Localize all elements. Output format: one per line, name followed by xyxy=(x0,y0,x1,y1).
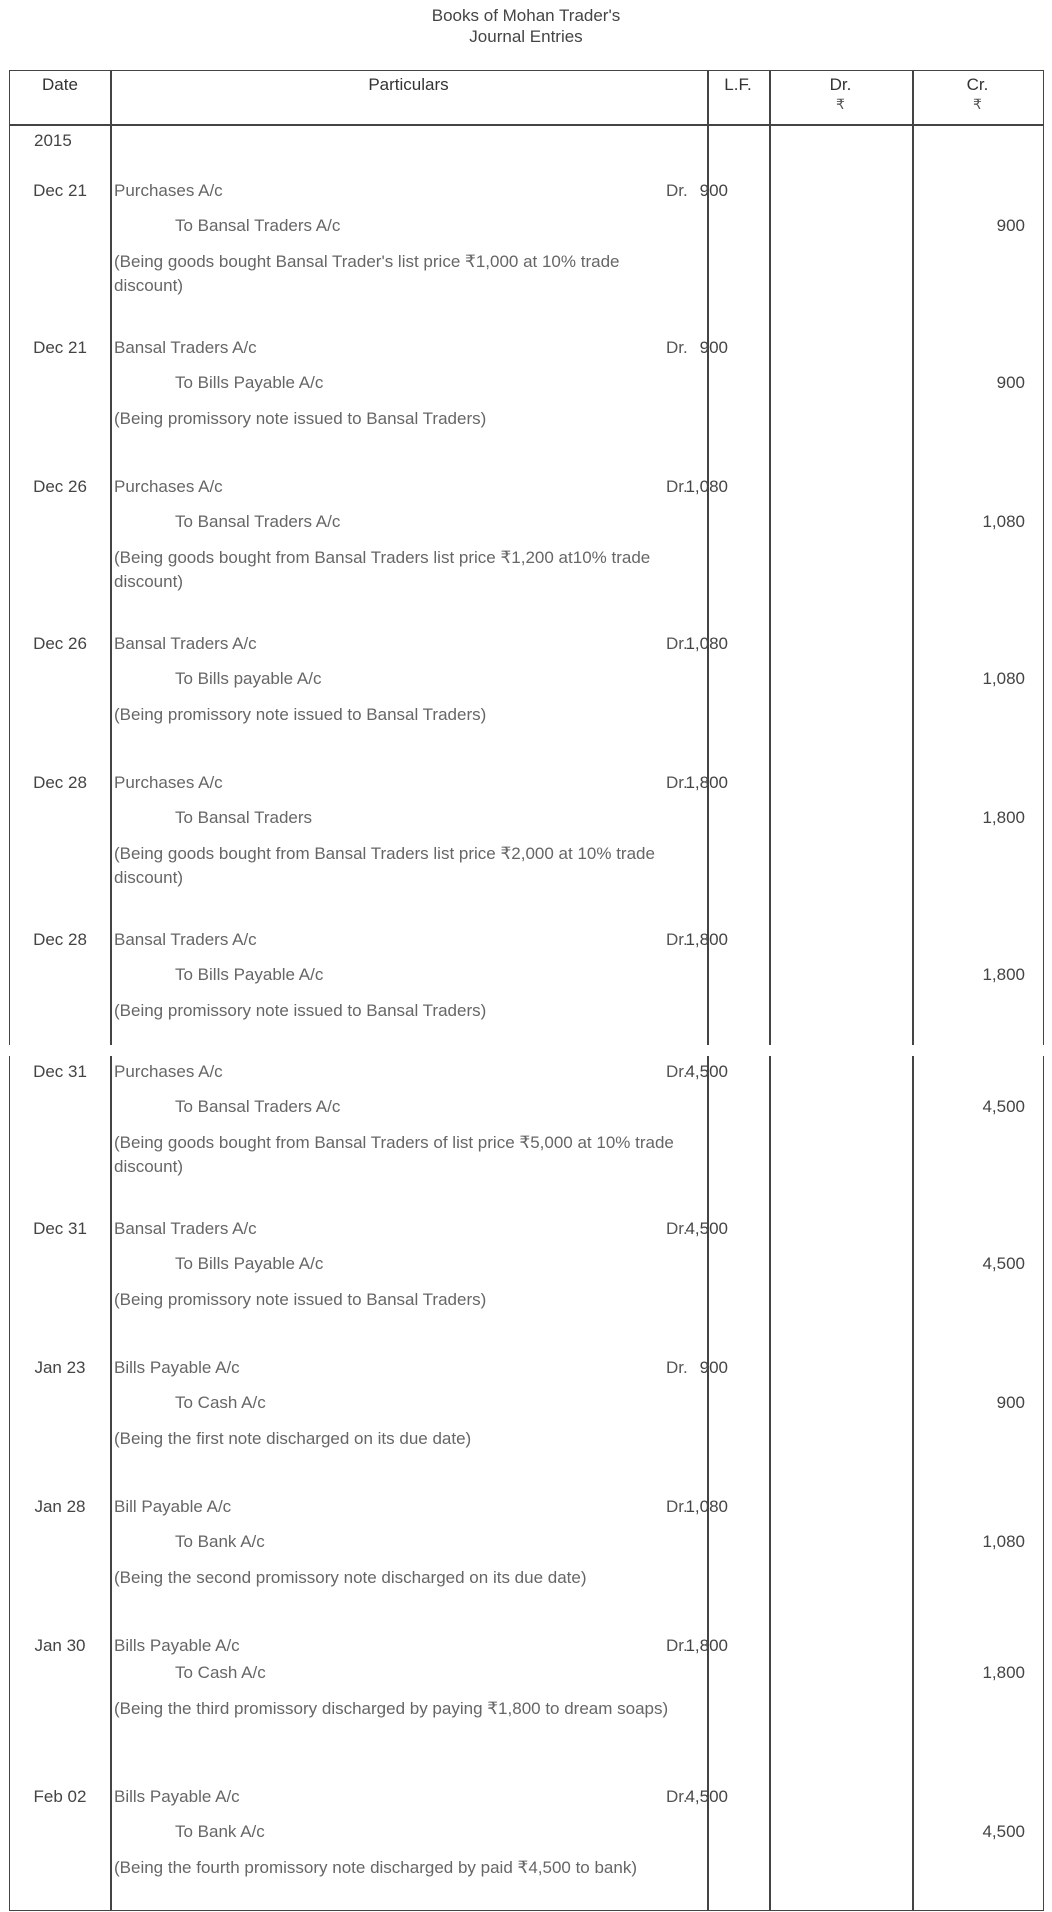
debit-account: Purchases A/c xyxy=(114,773,223,792)
entry-date: Jan 23 xyxy=(34,1358,86,1377)
rupee-symbol: ₹ xyxy=(973,96,982,112)
journal-table-part-2 xyxy=(9,1056,1044,1911)
credit-account: To Bansal Traders A/c xyxy=(175,512,341,531)
column-divider xyxy=(707,1056,709,1910)
header-dr-label: Dr. xyxy=(829,75,852,94)
debit-amount: 900 xyxy=(699,338,728,357)
credit-amount: 1,080 xyxy=(982,1532,1025,1551)
entry-date: Feb 02 xyxy=(33,1787,87,1806)
narration: (Being the fourth promissory note discharged by paid ₹4,500 to bank) xyxy=(114,1858,638,1877)
dr-mark: Dr. xyxy=(666,1062,688,1081)
dr-mark: Dr. xyxy=(666,930,688,949)
credit-amount: 4,500 xyxy=(982,1822,1025,1841)
debit-account: Bansal Traders A/c xyxy=(114,338,257,357)
credit-account: To Bank A/c xyxy=(175,1532,265,1551)
dr-mark: Dr. xyxy=(666,181,688,200)
debit-amount: 1,080 xyxy=(685,634,728,653)
credit-account: To Bansal Traders A/c xyxy=(175,1097,341,1116)
column-divider xyxy=(110,71,112,1045)
credit-account: To Bansal Traders xyxy=(175,808,313,827)
debit-amount: 4,500 xyxy=(685,1062,728,1081)
entry-date: Dec 28 xyxy=(33,930,87,949)
credit-account: To Bank A/c xyxy=(175,1822,265,1841)
dr-mark: Dr. xyxy=(666,338,688,357)
column-divider xyxy=(769,71,771,1045)
debit-account: Purchases A/c xyxy=(114,1062,223,1081)
entry-date: Dec 31 xyxy=(33,1219,87,1238)
dr-mark: Dr. xyxy=(666,1636,688,1655)
entry-date: Dec 28 xyxy=(33,773,87,792)
year-label: 2015 xyxy=(34,131,72,150)
narration: (Being the first note discharged on its due date) xyxy=(114,1429,472,1448)
debit-amount: 4,500 xyxy=(685,1219,728,1238)
dr-mark: Dr. xyxy=(666,1497,688,1516)
narration: (Being promissory note issued to Bansal Traders) xyxy=(114,705,487,724)
journal-table-part-1 xyxy=(9,70,1044,1045)
dr-mark: Dr. xyxy=(666,773,688,792)
narration: (Being goods bought from Bansal Traders list price ₹2,000 at 10% trade discount) xyxy=(114,844,655,887)
header-cr xyxy=(912,75,1043,113)
narration: (Being the third promissory discharged by paying ₹1,800 to dream soaps) xyxy=(114,1699,669,1718)
debit-amount: 1,080 xyxy=(685,477,728,496)
narration: (Being goods bought from Bansal Traders list price ₹1,200 at10% trade discount) xyxy=(114,548,651,591)
entry-date: Dec 21 xyxy=(33,338,87,357)
credit-amount: 1,800 xyxy=(982,1663,1025,1682)
credit-amount: 4,500 xyxy=(982,1097,1025,1116)
narration: (Being promissory note issued to Bansal Traders) xyxy=(114,409,487,428)
debit-amount: 1,800 xyxy=(685,930,728,949)
entry-date: Jan 28 xyxy=(34,1497,86,1516)
credit-account: To Bills payable A/c xyxy=(175,669,322,688)
dr-mark: Dr. xyxy=(666,634,688,653)
entry-date: Dec 21 xyxy=(33,181,87,200)
credit-amount: 1,080 xyxy=(982,512,1025,531)
header-dr xyxy=(769,75,912,113)
credit-account: To Bills Payable A/c xyxy=(175,965,324,984)
entry-date: Jan 30 xyxy=(34,1636,86,1655)
credit-account: To Cash A/c xyxy=(175,1393,266,1412)
column-divider xyxy=(769,1056,771,1910)
debit-amount: 900 xyxy=(699,181,728,200)
rupee-symbol: ₹ xyxy=(836,96,845,112)
narration: (Being promissory note issued to Bansal Traders) xyxy=(114,1290,487,1309)
debit-amount: 4,500 xyxy=(685,1787,728,1806)
header-particulars: Particulars xyxy=(368,75,449,94)
column-divider xyxy=(912,1056,914,1910)
dr-mark: Dr. xyxy=(666,1219,688,1238)
credit-amount: 1,800 xyxy=(982,965,1025,984)
debit-account: Bills Payable A/c xyxy=(114,1636,240,1655)
column-divider xyxy=(110,1056,112,1910)
debit-account: Bansal Traders A/c xyxy=(114,930,257,949)
credit-account: To Bills Payable A/c xyxy=(175,373,324,392)
debit-account: Purchases A/c xyxy=(114,181,223,200)
credit-amount: 900 xyxy=(996,1393,1025,1412)
credit-amount: 1,080 xyxy=(982,669,1025,688)
entry-date: Dec 31 xyxy=(33,1062,87,1081)
narration: (Being promissory note issued to Bansal Traders) xyxy=(114,1001,487,1020)
dr-mark: Dr. xyxy=(666,1787,688,1806)
debit-account: Purchases A/c xyxy=(114,477,223,496)
debit-account: Bill Payable A/c xyxy=(114,1497,232,1516)
debit-account: Bills Payable A/c xyxy=(114,1787,240,1806)
debit-amount: 900 xyxy=(699,1358,728,1377)
debit-account: Bansal Traders A/c xyxy=(114,1219,257,1238)
credit-account: To Bills Payable A/c xyxy=(175,1254,324,1273)
narration: (Being the second promissory note discharged on its due date) xyxy=(114,1568,587,1587)
debit-account: Bansal Traders A/c xyxy=(114,634,257,653)
header-lf: L.F. xyxy=(724,75,752,94)
narration: (Being goods bought from Bansal Traders of list price ₹5,000 at 10% trade discount) xyxy=(114,1133,674,1176)
credit-account: To Bansal Traders A/c xyxy=(175,216,341,235)
header-divider xyxy=(10,124,1043,126)
dr-mark: Dr. xyxy=(666,1358,688,1377)
entry-date: Dec 26 xyxy=(33,634,87,653)
credit-amount: 4,500 xyxy=(982,1254,1025,1273)
debit-amount: 1,800 xyxy=(685,1636,728,1655)
debit-amount: 1,800 xyxy=(685,773,728,792)
column-divider xyxy=(707,71,709,1045)
credit-amount: 1,800 xyxy=(982,808,1025,827)
credit-amount: 900 xyxy=(996,373,1025,392)
header-cr-label: Cr. xyxy=(966,75,989,94)
dr-mark: Dr. xyxy=(666,477,688,496)
entry-date: Dec 26 xyxy=(33,477,87,496)
journal-subtitle: Journal Entries xyxy=(469,27,583,46)
debit-account: Bills Payable A/c xyxy=(114,1358,240,1377)
book-title: Books of Mohan Trader's xyxy=(431,6,621,25)
column-divider xyxy=(912,71,914,1045)
debit-amount: 1,080 xyxy=(685,1497,728,1516)
narration: (Being goods bought Bansal Trader's list price ₹1,000 at 10% trade discount) xyxy=(114,252,620,295)
credit-account: To Cash A/c xyxy=(175,1663,266,1682)
credit-amount: 900 xyxy=(996,216,1025,235)
header-date: Date xyxy=(42,75,78,94)
